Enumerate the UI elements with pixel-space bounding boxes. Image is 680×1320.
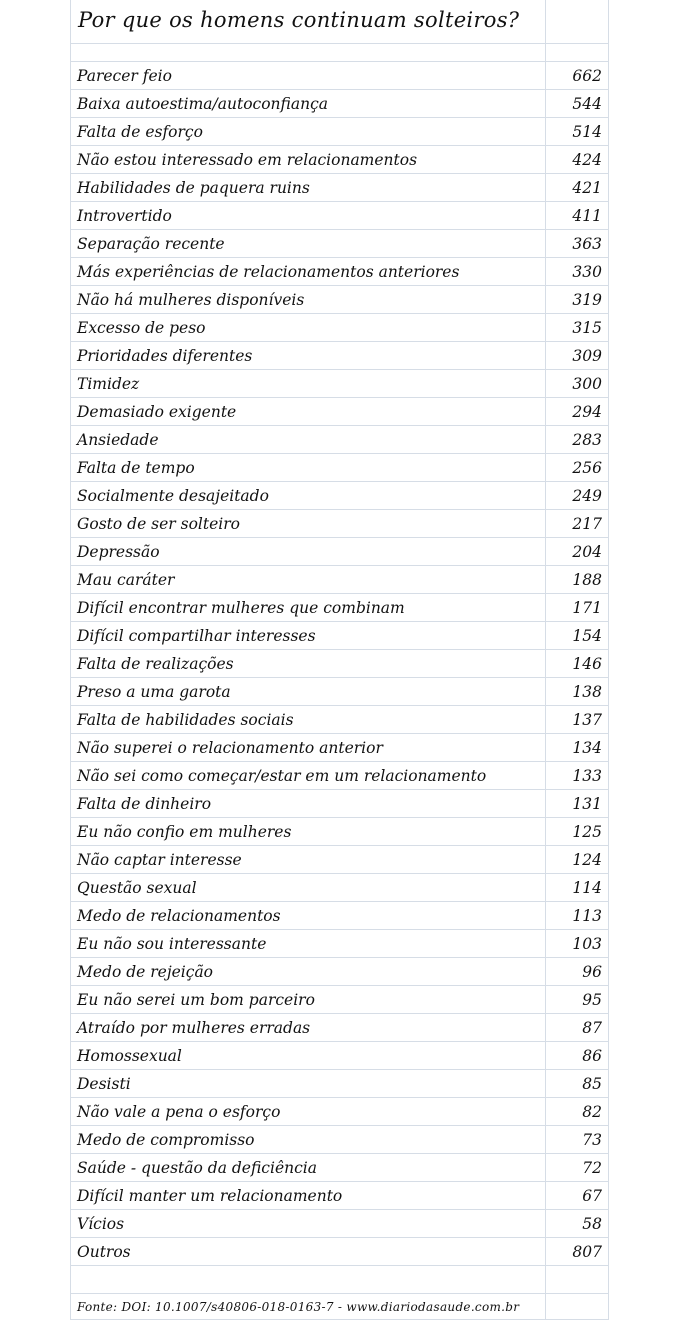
reason-count: 125: [572, 823, 602, 841]
table-row: [70, 174, 608, 202]
table-row: [70, 594, 608, 622]
reason-label: Ansiedade: [77, 431, 159, 449]
reason-count: 72: [582, 1159, 602, 1177]
table-row: [70, 342, 608, 370]
reason-label: Difícil compartilhar interesses: [77, 627, 316, 645]
reason-label: Não sei como começar/estar em um relacionamento: [77, 767, 487, 785]
table-row: [70, 930, 608, 958]
reason-count: 283: [572, 431, 602, 449]
reason-count: 82: [582, 1103, 602, 1121]
reason-count: 421: [572, 179, 602, 197]
reason-count: 171: [572, 599, 602, 617]
reason-label: Mau caráter: [77, 571, 175, 589]
reason-label: Homossexual: [77, 1047, 182, 1065]
reason-label: Medo de rejeição: [77, 963, 214, 981]
reason-count: 113: [572, 907, 602, 925]
table-row: [70, 370, 608, 398]
table-row: [70, 734, 608, 762]
reason-label: Separação recente: [77, 235, 225, 253]
reason-count: 133: [572, 767, 602, 785]
table-row: [70, 398, 608, 426]
reason-label: Falta de habilidades sociais: [77, 711, 294, 729]
reason-count: 124: [572, 851, 602, 869]
reason-count: 137: [572, 711, 602, 729]
reason-label: Preso a uma garota: [77, 683, 231, 701]
reasons-table: [70, 62, 608, 1320]
table-row: [70, 510, 608, 538]
reason-count: 134: [572, 739, 602, 757]
reason-label: Eu não serei um bom parceiro: [77, 991, 315, 1009]
title-row: [70, 0, 608, 44]
reason-label: Baixa autoestima/autoconfiança: [77, 95, 329, 113]
reason-count: 544: [572, 95, 602, 113]
reason-count: 67: [582, 1187, 602, 1205]
table-row: [70, 1098, 608, 1126]
reason-label: Prioridades diferentes: [77, 347, 253, 365]
reason-count: 294: [572, 403, 602, 421]
table-row: [70, 146, 608, 174]
table-row: [70, 90, 608, 118]
table-row: [70, 426, 608, 454]
table-row: [70, 1154, 608, 1182]
reason-count: 154: [572, 627, 602, 645]
table-row: [70, 1210, 608, 1238]
reason-count: 131: [572, 795, 602, 813]
source-footer: [70, 1294, 608, 1320]
reason-label: Atraído por mulheres erradas: [77, 1019, 311, 1037]
table-row: [70, 230, 608, 258]
reason-label: Difícil encontrar mulheres que combinam: [77, 599, 405, 617]
reason-label: Outros: [77, 1243, 131, 1261]
table-row: [70, 818, 608, 846]
reason-label: Falta de tempo: [77, 459, 195, 477]
table-row: [70, 1182, 608, 1210]
table-row: [70, 202, 608, 230]
reason-count: 300: [572, 375, 602, 393]
table-row: [70, 1042, 608, 1070]
table-row: [70, 118, 608, 146]
grid-line-right: [608, 0, 609, 1320]
reason-label: Não estou interessado em relacionamentos: [77, 151, 418, 169]
reason-count: 217: [572, 515, 602, 533]
table-row: [70, 650, 608, 678]
source-text: Fonte: DOI: 10.1007/s40806-018-0163-7 - www.diariodasaude.com.br: [77, 1300, 520, 1314]
table-row: [70, 566, 608, 594]
table-row: [70, 454, 608, 482]
reason-count: 249: [572, 487, 602, 505]
table-row: [70, 258, 608, 286]
table-row: [70, 874, 608, 902]
reason-label: Não superei o relacionamento anterior: [77, 739, 383, 757]
table-row: [70, 706, 608, 734]
reason-label: Eu não sou interessante: [77, 935, 267, 953]
reason-count: 146: [572, 655, 602, 673]
reason-count: 256: [572, 459, 602, 477]
reason-label: Não há mulheres disponíveis: [77, 291, 305, 309]
table-row: [70, 762, 608, 790]
table-row: [70, 286, 608, 314]
reason-label: Não vale a pena o esforço: [77, 1103, 281, 1121]
table-row: [70, 846, 608, 874]
reason-count: 411: [572, 207, 602, 225]
table-row: [70, 314, 608, 342]
reason-label: Gosto de ser solteiro: [77, 515, 240, 533]
reason-label: Demasiado exigente: [77, 403, 237, 421]
reason-label: Introvertido: [77, 207, 172, 225]
table-row: [70, 1014, 608, 1042]
reason-count: 330: [572, 263, 602, 281]
reason-count: 85: [582, 1075, 602, 1093]
reason-label: Falta de dinheiro: [77, 795, 212, 813]
reason-label: Eu não confio em mulheres: [77, 823, 292, 841]
reason-label: Falta de esforço: [77, 123, 203, 141]
reason-label: Falta de realizações: [77, 655, 234, 673]
reason-label: Não captar interesse: [77, 851, 242, 869]
table-row: [70, 958, 608, 986]
reason-count: 315: [572, 319, 602, 337]
spacer-row: [70, 44, 608, 62]
reason-count: 73: [582, 1131, 602, 1149]
reason-label: Socialmente desajeitado: [77, 487, 269, 505]
reason-count: 188: [572, 571, 602, 589]
reason-count: 103: [572, 935, 602, 953]
table-row: [70, 678, 608, 706]
reason-count: 95: [582, 991, 602, 1009]
reason-label: Excesso de peso: [77, 319, 206, 337]
reason-count: 424: [572, 151, 602, 169]
reason-label: Depressão: [77, 543, 160, 561]
reason-label: Medo de compromisso: [77, 1131, 255, 1149]
reason-count: 807: [572, 1243, 602, 1261]
table-row: [70, 1238, 608, 1266]
reason-label: Difícil manter um relacionamento: [77, 1187, 343, 1205]
reason-label: Parecer feio: [77, 67, 172, 85]
reason-count: 87: [582, 1019, 602, 1037]
reason-count: 58: [582, 1215, 602, 1233]
reason-label: Saúde - questão da deficiência: [77, 1159, 317, 1177]
empty-row: [70, 1266, 608, 1294]
table-row: [70, 986, 608, 1014]
reason-count: 363: [572, 235, 602, 253]
reason-count: 114: [572, 879, 602, 897]
reason-label: Medo de relacionamentos: [77, 907, 281, 925]
reason-count: 96: [582, 963, 602, 981]
table-row: [70, 902, 608, 930]
table-row: [70, 1126, 608, 1154]
reason-count: 204: [572, 543, 602, 561]
table-row: [70, 790, 608, 818]
table-row: [70, 1070, 608, 1098]
reason-label: Timidez: [77, 375, 140, 393]
reason-label: Habilidades de paquera ruins: [77, 179, 310, 197]
reason-count: 309: [572, 347, 602, 365]
reason-label: Desisti: [77, 1075, 131, 1093]
table-row: [70, 62, 608, 90]
reason-count: 319: [572, 291, 602, 309]
reason-label: Questão sexual: [77, 879, 197, 897]
reason-count: 86: [582, 1047, 602, 1065]
reason-count: 662: [572, 67, 602, 85]
page-title: Por que os homens continuam solteiros?: [78, 8, 520, 32]
reason-count: 514: [572, 123, 602, 141]
table-row: [70, 622, 608, 650]
reason-label: Más experiências de relacionamentos anteriores: [77, 263, 460, 281]
table-row: [70, 538, 608, 566]
table-row: [70, 482, 608, 510]
reason-count: 138: [572, 683, 602, 701]
reason-label: Vícios: [77, 1215, 125, 1233]
